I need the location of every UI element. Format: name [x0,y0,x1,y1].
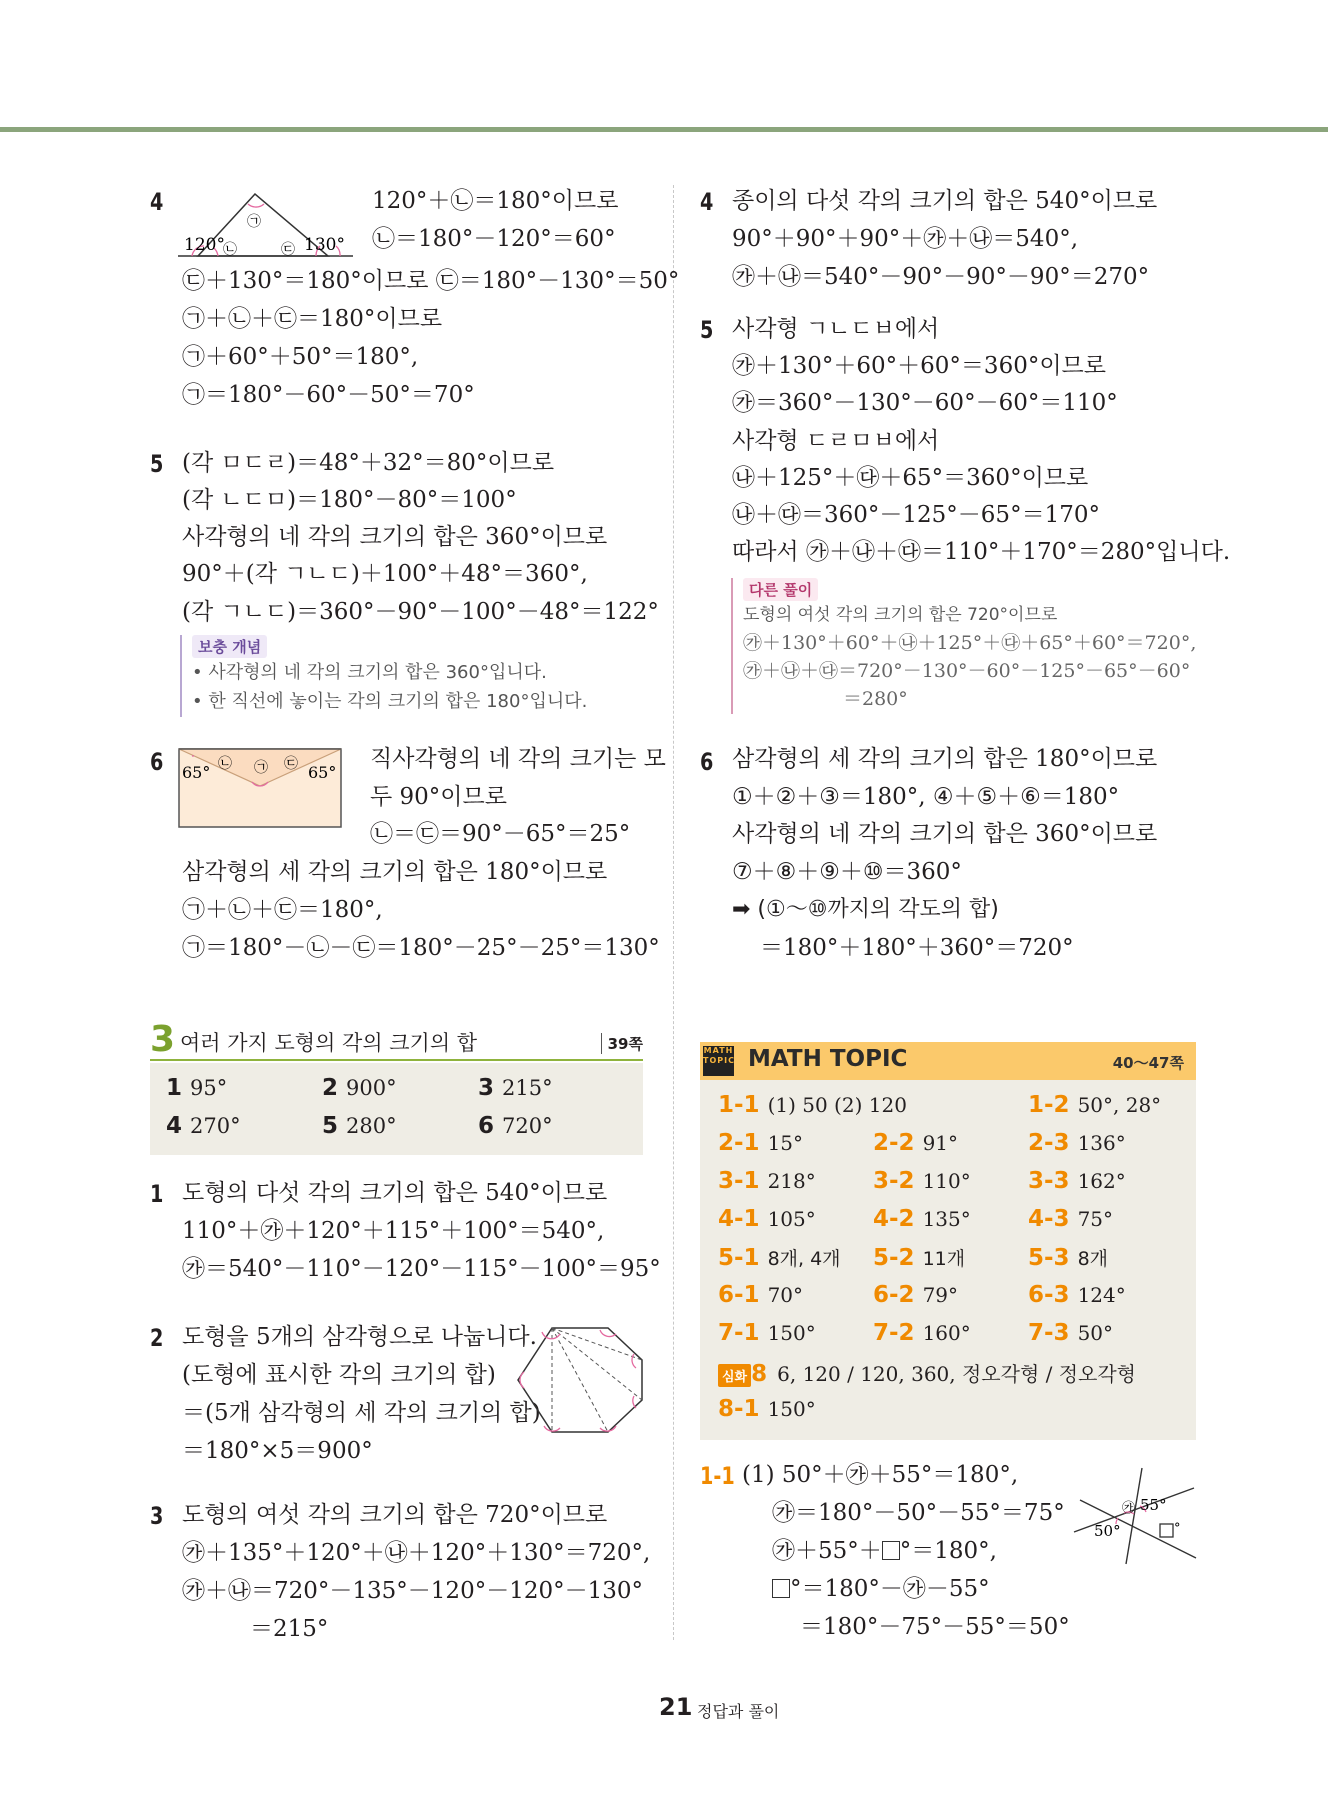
solution-line: 삼각형의 세 각의 크기의 합은 180°이므로 [732,746,1158,772]
note-line: • 한 직선에 놓이는 각의 크기의 합은 180°입니다. [192,691,588,712]
problem-number: 1 [150,1180,164,1208]
solution-line: ㉡＝㉢＝90°－65°＝25° [370,821,631,847]
answer-item: 7-2 160° [873,1320,971,1346]
answer-item: 5-2 11개 [873,1245,966,1271]
solution-line: ㉮＝180°－50°－55°＝75° [772,1500,1065,1526]
solution-line: 도형을 5개의 삼각형으로 나눕니다. [182,1324,537,1350]
solution-line: (1) 50°＋㉮＋55°＝180°, [742,1462,1019,1488]
envelope-figure [178,748,344,830]
solution-line: ➡ (①～⑩까지의 각도의 합) [732,897,999,922]
answer-item: 6-3 124° [1028,1282,1126,1308]
triangle-figure [178,186,358,260]
solution-line: ㉢＋130°＝180°이므로 ㉢＝180°－130°＝50° [182,268,680,294]
solution-line: (도형에 표시한 각의 크기의 합) [182,1362,496,1388]
solution-line: 종이의 다섯 각의 크기의 합은 540°이므로 [732,188,1158,214]
answer-item: 6 720° [478,1113,553,1139]
math-topic-title: MATH TOPIC [748,1046,908,1072]
answer-item: 4-2 135° [873,1206,971,1232]
math-topic-logo: MATH TOPIC [703,1046,734,1076]
solution-line: ㉮＋㉯＝540°－90°－90°－90°＝270° [732,264,1150,290]
problem-number: 4 [150,188,164,216]
fig-label: ㉢ [284,756,298,772]
solution-line: 따라서 ㉮＋㉯＋㉰＝110°＋170°＝280°입니다. [732,539,1231,565]
fig-label: ㉡ [223,242,237,258]
solution-line: 90°＋(각 ㄱㄴㄷ)＋100°＋48°＝360°, [182,561,588,587]
footer-label: 정답과 풀이 [697,1702,780,1721]
fig-label: 120° [184,235,225,255]
answer-item: 5 280° [322,1113,397,1139]
solution-line: 사각형의 네 각의 크기의 합은 360°이므로 [732,821,1158,847]
solution-line: (각 ㅁㄷㄹ)＝48°＋32°＝80°이므로 [182,450,555,476]
fig-label: ° [1174,1521,1181,1536]
fig-label: ㉡ [218,756,232,772]
problem-number: 1-1 [700,1462,735,1490]
blank-box [882,1541,900,1560]
answer-item: 6-1 70° [718,1282,804,1308]
answer-item: 2-2 91° [873,1130,959,1156]
answer-item: 4-1 105° [718,1206,816,1232]
answer-item: 2-1 15° [718,1130,804,1156]
solution-line: ①＋②＋③＝180°, ④＋⑤＋⑥＝180° [732,784,1120,810]
solution-line: ⑦＋⑧＋⑨＋⑩＝360° [732,859,962,885]
section-number: 3 [150,1019,176,1060]
math-topic-header [700,1042,1196,1080]
solution-line: ＝180°－75°－55°＝50° [800,1614,1070,1640]
column-divider [673,185,674,1640]
solution-line: (각 ㄴㄷㅁ)＝180°－80°＝100° [182,487,517,513]
answer-item: 5-1 8개, 4개 [718,1245,841,1271]
problem-number: 3 [150,1502,164,1530]
problem-number: 5 [700,316,714,344]
solution-line: 도형의 여섯 각의 크기의 합은 720°이므로 [182,1502,608,1528]
solution-line: 120°＋㉡＝180°이므로 [372,188,619,214]
intersecting-lines-figure [1072,1466,1198,1566]
top-rule [0,127,1328,132]
note-line: • 사각형의 네 각의 크기의 합은 360°입니다. [192,662,547,683]
solution-line: ㉮＋135°＋120°＋㉯＋120°＋130°＝720°, [182,1540,651,1566]
answer-item: 2-3 136° [1028,1130,1126,1156]
problem-number: 4 [700,188,714,216]
solution-line: 사각형의 네 각의 크기의 합은 360°이므로 [182,524,608,550]
fig-label: ㉢ [281,242,295,258]
section-header [150,1019,643,1061]
answer-box [150,1063,643,1155]
solution-line: ㉠＋㉡＋㉢＝180°이므로 [182,306,443,332]
answer-item: 3-2 110° [873,1168,971,1194]
answer-item: 7-3 50° [1028,1320,1114,1346]
answer-item: 8-1 150° [718,1396,816,1422]
fig-label: ㉠ [254,760,268,776]
solution-line: ㉯＋125°＋㉰＋65°＝360°이므로 [732,465,1089,491]
solution-line: ＝180°＋180°＋360°＝720° [760,935,1074,961]
page-number: 21 [659,1693,693,1721]
answer-item: 4-3 75° [1028,1206,1114,1232]
advanced-badge: 심화 [718,1364,751,1387]
blank-box [772,1579,790,1598]
problem-number: 5 [150,450,164,478]
answer-item: 6-2 79° [873,1282,959,1308]
solution-line: 사각형 ㄷㄹㅁㅂ에서 [732,428,940,454]
answer-item: 5-3 8개 [1028,1245,1109,1271]
math-topic-pages: 40～47쪽 [1112,1054,1184,1072]
solution-line: 90°＋90°＋90°＋㉮＋㉯＝540°, [732,226,1079,252]
solution-line: ㉠＋60°＋50°＝180°, [182,344,419,370]
fig-label: 130° [304,235,345,255]
solution-line: 두 90°이므로 [370,784,507,810]
problem-number: 2 [150,1324,164,1352]
section-page: 39쪽 [601,1033,643,1054]
section-title: 여러 가지 도형의 각의 크기의 합 [180,1031,478,1055]
math-topic-answers [700,1080,1196,1440]
problem-number: 6 [700,748,714,776]
answer-item: 3 215° [478,1075,553,1101]
blank-box [1160,1524,1173,1537]
solution-line: 삼각형의 세 각의 크기의 합은 180°이므로 [182,859,608,885]
solution-line: ㉮＋55°＋ °＝180°, [772,1538,997,1564]
solution-line: ＝(5개 삼각형의 세 각의 크기의 합) [182,1400,541,1426]
heptagon-figure [512,1320,648,1438]
fig-label: ㉠ [247,214,261,230]
solution-line: ㉮＋㉯＝720°－135°－120°－120°－130° [182,1578,643,1604]
solution-line: ㉮＝360°－130°－60°－60°＝110° [732,390,1118,416]
solution-line: °＝180°－㉮－55° [772,1574,990,1604]
fig-label: 50° [1094,1522,1121,1540]
supplement-note [180,635,587,717]
note-line: 도형의 여섯 각의 크기의 합은 720°이므로 [743,605,1058,625]
problem-number: 6 [150,748,164,776]
note-line: ㉮＋130°＋60°＋㉯＋125°＋㉰＋65°＋60°＝720°, [743,632,1197,654]
solution-line: ＝215° [250,1616,329,1642]
solution-line: 도형의 다섯 각의 크기의 합은 540°이므로 [182,1180,608,1206]
answer-item: 1-1 (1) 50 (2) 120 [718,1092,907,1118]
solution-line: ㉮＋130°＋60°＋60°＝360°이므로 [732,353,1106,379]
solution-line: ＝180°×5＝900° [182,1438,373,1464]
note-title: 보충 개념 [192,635,267,658]
answer-item: 1-2 50°, 28° [1028,1092,1162,1118]
solution-line: ㉠＋㉡＋㉢＝180°, [182,897,383,923]
solution-line: ㉡＝180°－120°＝60° [372,226,616,252]
answer-item: 3-1 218° [718,1168,816,1194]
solution-line: 직사각형의 네 각의 크기는 모 [370,746,666,772]
fig-label: ㉮ [1122,1501,1136,1516]
solution-line: 사각형 ㄱㄴㄷㅂ에서 [732,316,940,342]
answer-item: 7-1 150° [718,1320,816,1346]
answer-item: 3-3 162° [1028,1168,1126,1194]
note-title: 다른 풀이 [743,578,818,601]
solution-line: 110°＋㉮＋120°＋115°＋100°＝540°, [182,1218,605,1244]
advanced-answer: 심화 8 6, 120 / 120, 360, 정오각형 / 정오각형 [718,1358,1136,1387]
fig-label: 55° [1140,1496,1167,1514]
fig-label: 65° [182,763,211,782]
solution-line: ㉮＝540°－110°－120°－115°－100°＝95° [182,1256,661,1282]
note-line: ＝280° [843,688,908,710]
solution-line: ㉠＝180°－㉡－㉢＝180°－25°－25°＝130° [182,935,660,961]
note-line: ㉮＋㉯＋㉰＝720°－130°－60°－125°－65°－60° [743,660,1191,682]
answer-item: 1 95° [166,1075,228,1101]
solution-line: ㉠＝180°－60°－50°＝70° [182,382,475,408]
answer-item: 4 270° [166,1113,241,1139]
fig-label: 65° [308,763,337,782]
solution-line: ㉯＋㉰＝360°－125°－65°＝170° [732,502,1100,528]
answer-item: 2 900° [322,1075,397,1101]
alternate-solution-note [731,578,1196,714]
solution-line: (각 ㄱㄴㄷ)＝360°－90°－100°－48°＝122° [182,599,659,625]
